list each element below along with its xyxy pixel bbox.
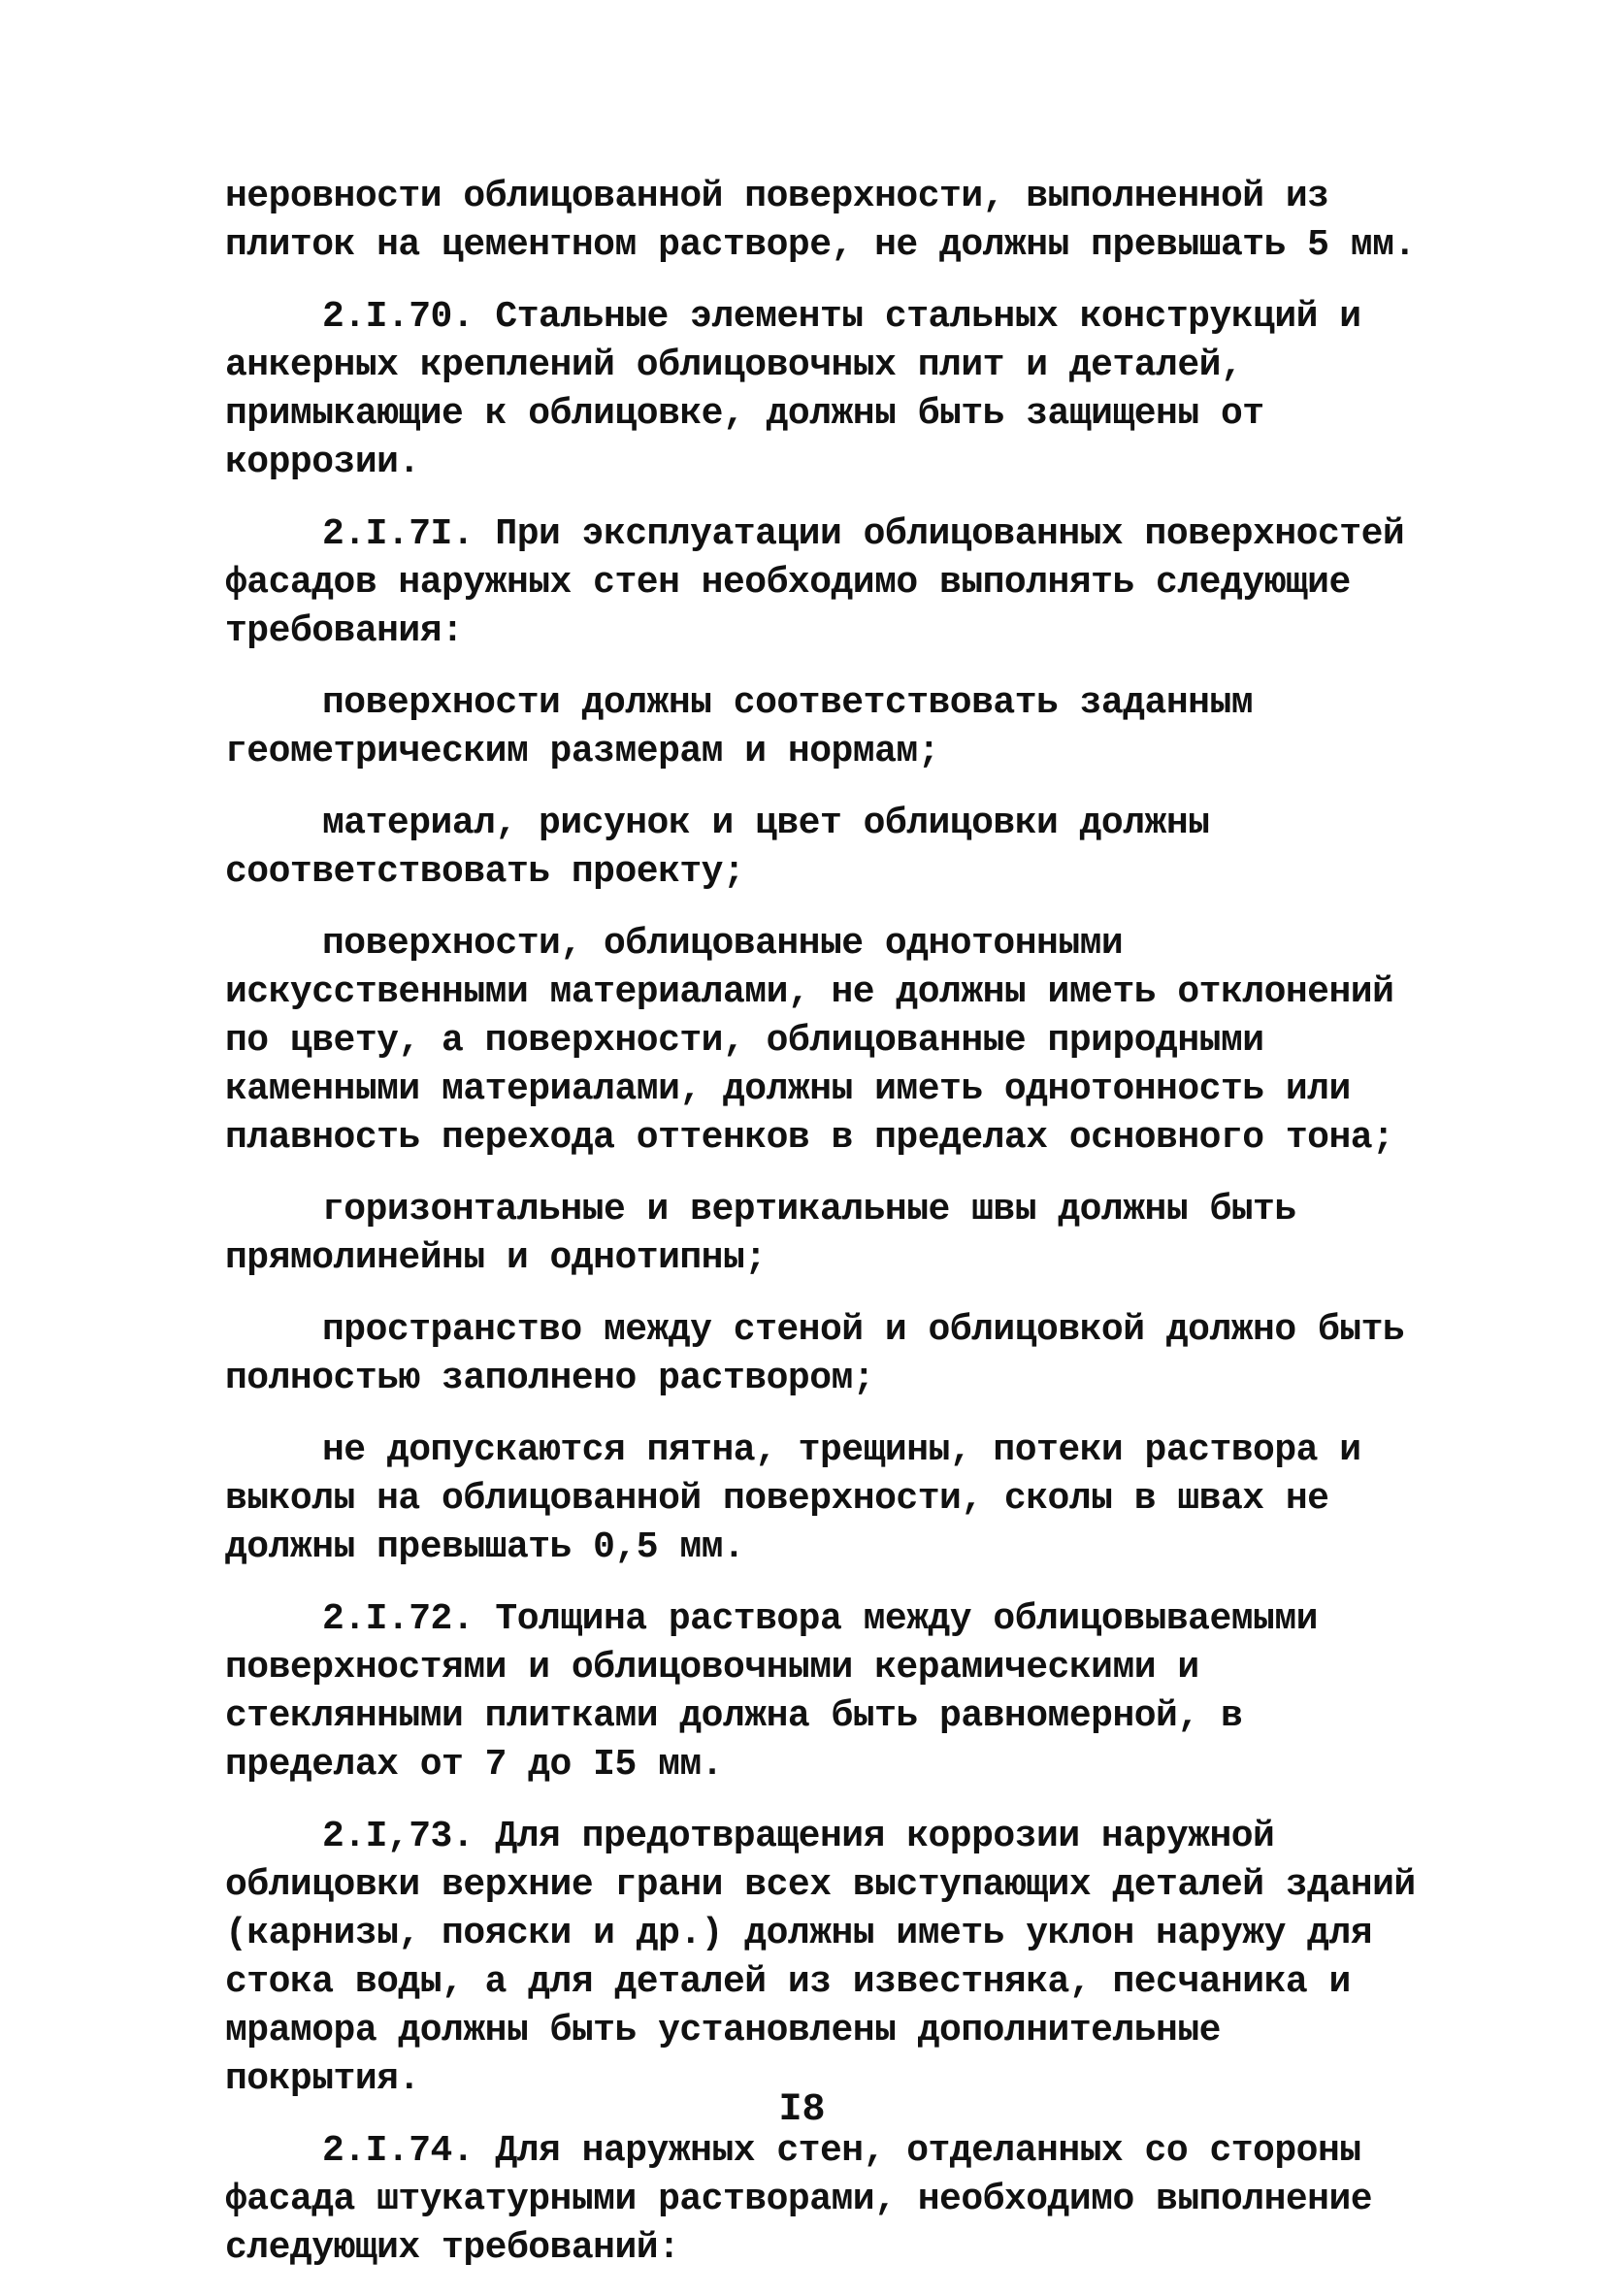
requirement-item-defects: не допускаются пятна, трещины, потеки раствора и выколы на облицованной поверхности, сколы в швах не должны превышать 0,5 мм.	[225, 1429, 1361, 1568]
paragraph-continuation: неровности облицованной поверхности, выполненной из плиток на цементном растворе, не должны превышать 5 мм.	[225, 176, 1416, 266]
paragraph-2-1-72: 2.I.72. Толщина раствора между облицовываемыми поверхностями и облицовочными керамическими и стеклянными плитками должна быть равномерной, в пределах от 7 до I5 мм.	[225, 1598, 1318, 1786]
paragraph-2-1-71: 2.I.7I. При эксплуатации облицованных поверхностей фасадов наружных стен необходимо выполнять следующие требования:	[225, 513, 1405, 652]
requirement-item-material: материал, рисунок и цвет облицовки должны соответствовать проекту;	[225, 803, 1210, 893]
paragraph-2-1-74: 2.I.74. Для наружных стен, отделанных со стороны фасада штукатурными растворами, необходимо выполнение следующих требований:	[225, 2130, 1373, 2269]
requirement-item-joints: горизонтальные и вертикальные швы должны быть прямолинейны и однотипны;	[225, 1189, 1296, 1279]
paragraph-2-1-73: 2.I,73. Для предотвращения коррозии наружной облицовки верхние грани всех выступающих деталей зданий (карнизы, пояски и др.) должны иметь уклон наружу для стока воды, а для деталей из известняка, песчаника и мрамора должны быть установлены дополнительные покрытия.	[225, 1816, 1416, 2100]
requirement-item-color: поверхности, облицованные однотонными искусственными материалами, не должны иметь отклонений по цвету, а поверхности, облицованные природными каменными материалами, должны иметь однотонность или плавность перехода оттенков в пределах основного тона;	[225, 923, 1394, 1159]
requirement-item-geometry: поверхности должны соответствовать заданным геометрическим размерам и нормам;	[225, 682, 1254, 772]
document-body	[225, 173, 1419, 2296]
page-number: I8	[778, 2088, 826, 2132]
paragraph-2-1-70: 2.I.70. Стальные элементы стальных конструкций и анкерных креплений облицовочных плит и деталей, примыкающие к облицовке, должны быть защищены от коррозии.	[225, 296, 1361, 483]
requirement-item-mortar-fill: пространство между стеной и облицовкой должно быть полностью заполнено раствором;	[225, 1309, 1405, 1399]
